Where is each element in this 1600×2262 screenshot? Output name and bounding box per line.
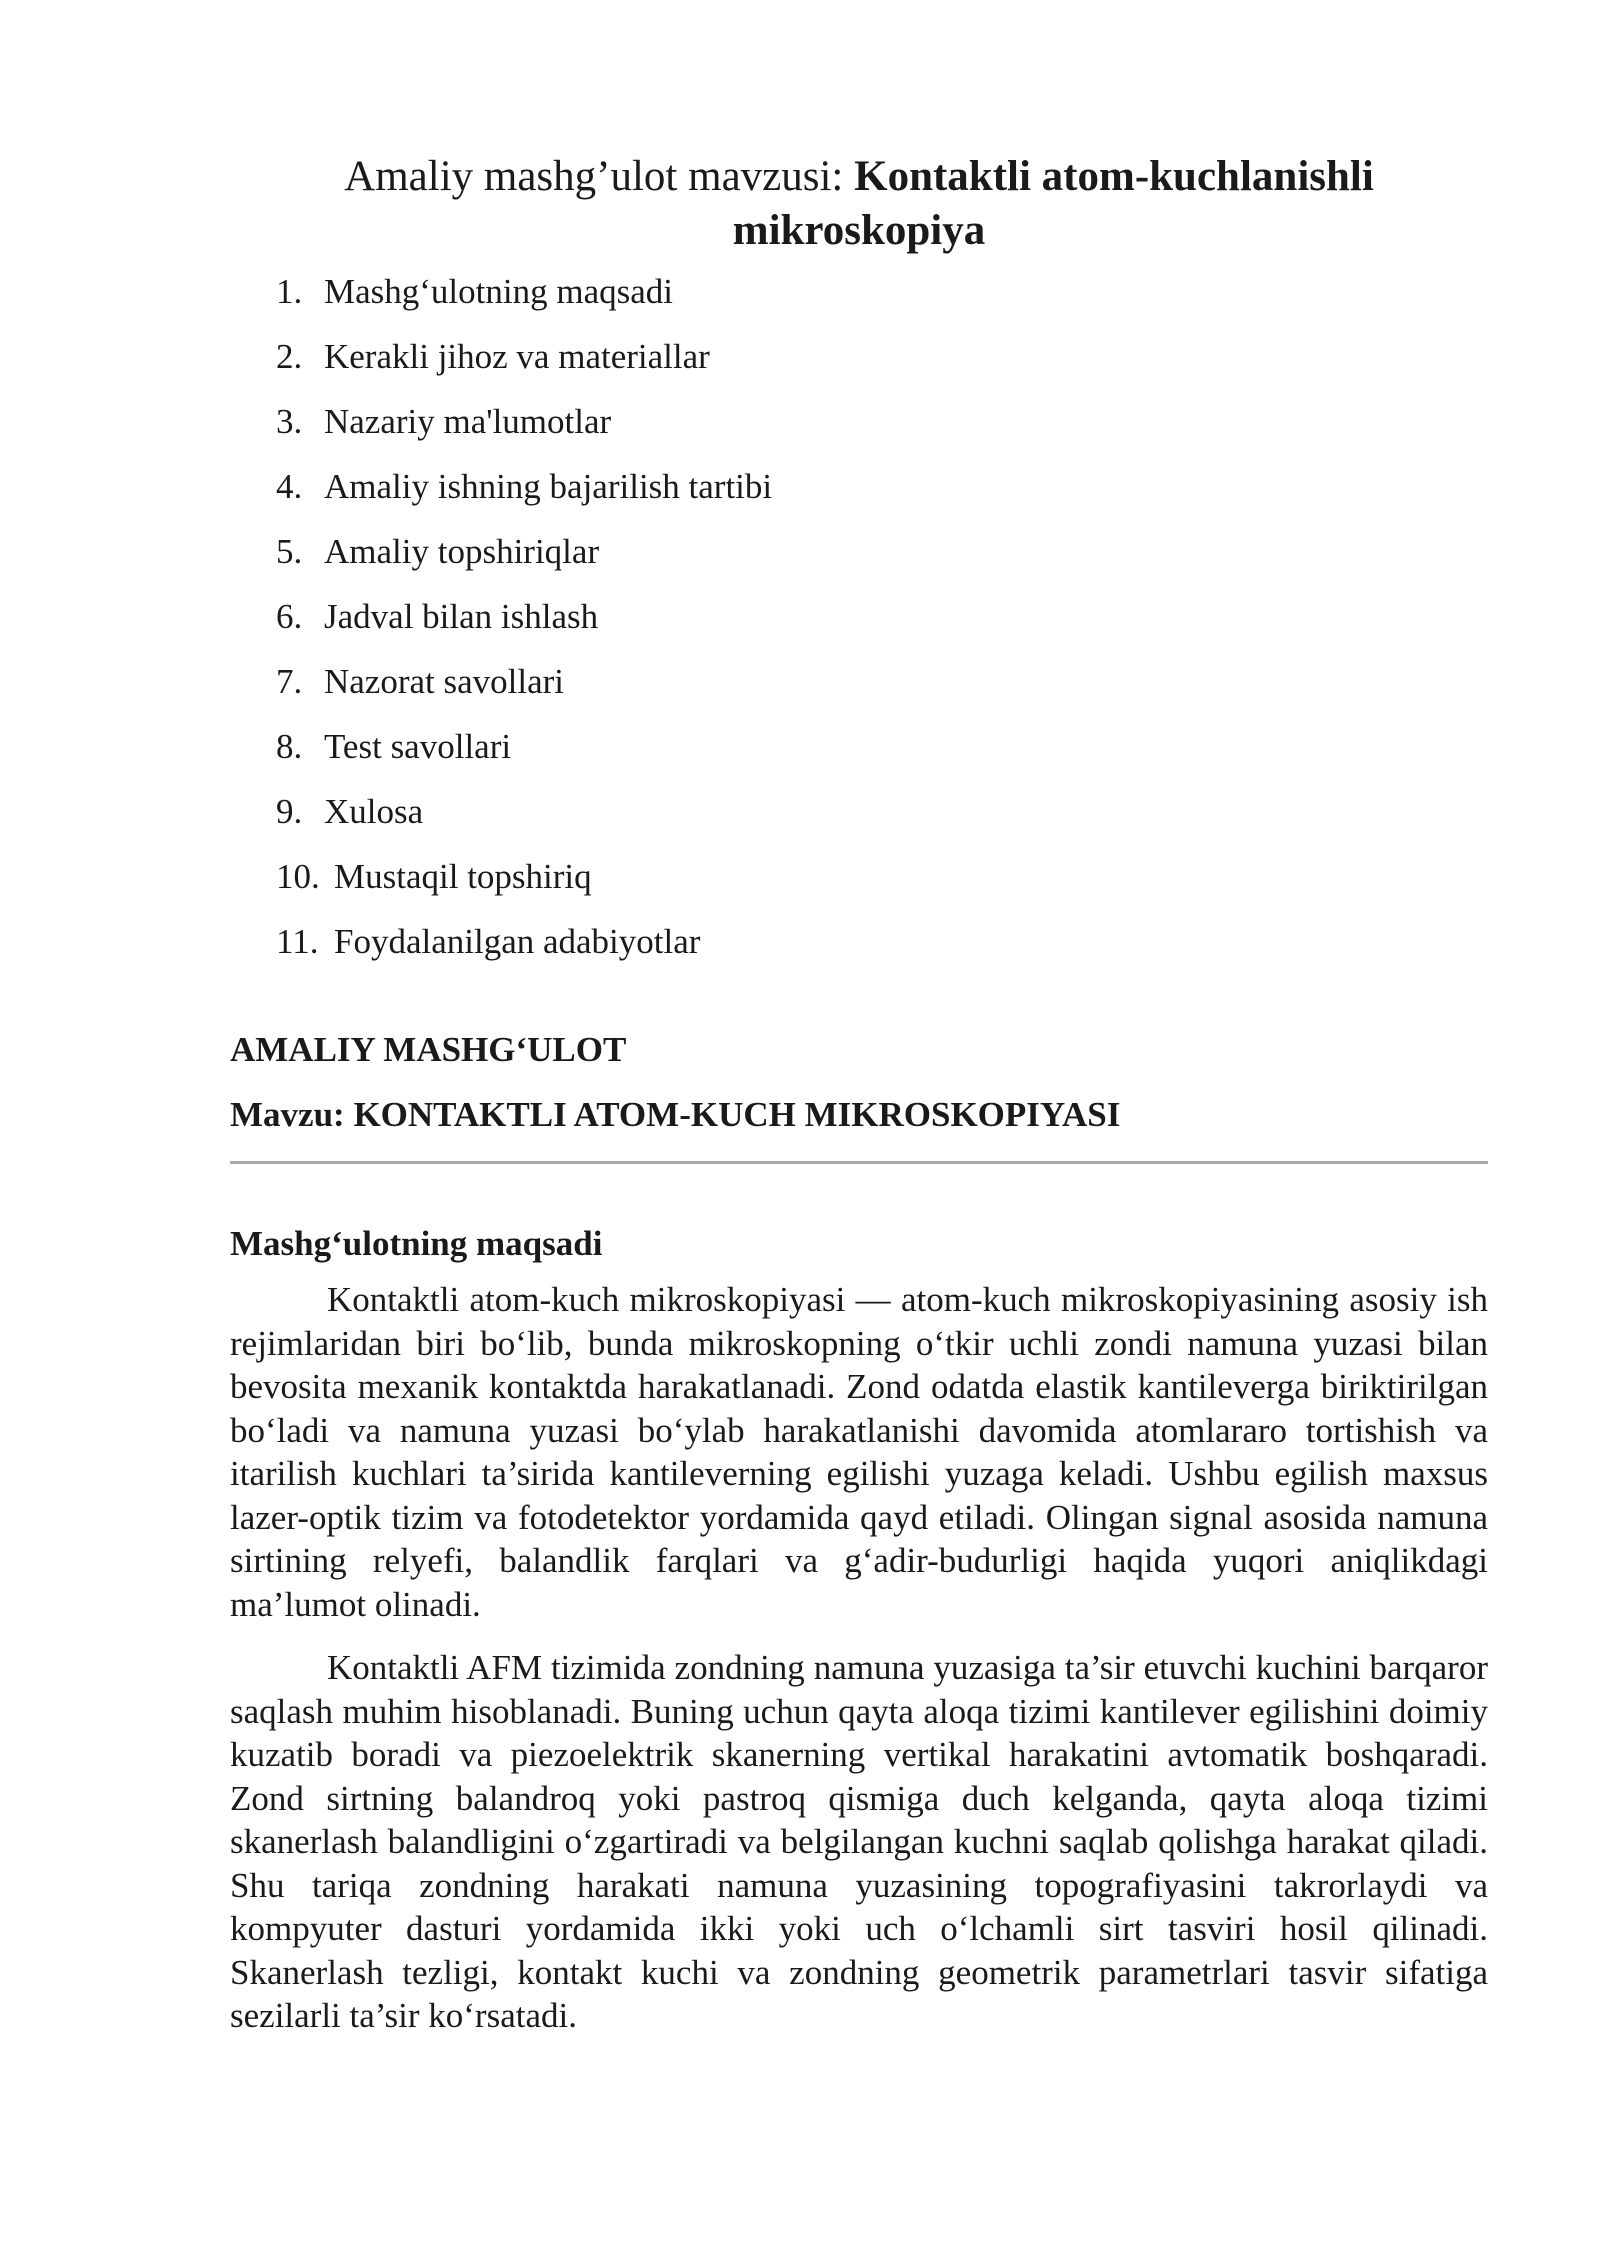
toc-item: 2. Kerakli jihoz va materiallar [276, 337, 710, 376]
toc-item: 7. Nazorat savollari [276, 662, 565, 701]
body-paragraph: Kontaktli AFM tizimida zondning namuna yuzasiga ta’sir etuvchi kuchini barqaror saqlash muhim hisoblanadi. Buning uchun qayta aloqa tizimi kantilever egilishini doimiy kuzatib boradi va piezoelektrik skanerning vertikal harakatini avtomatik boshqaradi. Zond sirtning balandroq yoki pastroq qismiga duch kelganda, qayta aloqa tizimi skanerlash balandligini o‘zgartiradi va belgilangan kuchni saqlab qolishga harakat qiladi. Shu tariqa zondning harakati namuna yuzasining topografiyasini takrorlaydi va kompyuter dasturi yordamida ikki yoki uch o‘lchamli sirt tasviri hosil qilinadi. Skanerlash tezligi, kontakt kuchi va zondning geometrik parametrlari tasvir sifatiga sezilarli ta’sir ko‘rsatadi. [230, 1648, 1488, 2035]
body-paragraph: Kontaktli atom-kuch mikroskopiyasi — atom-kuch mikroskopiyasining asosiy ish rejimlaridan biri bo‘lib, bunda mikroskopning o‘tkir uchli zondi namuna yuzasi bilan bevosita mexanik kontaktda harakatlanadi. Zond odatda elastik kantileverga biriktirilgan bo‘ladi va namuna yuzasi bo‘ylab harakatlanishi davomida atomlararo tortishish va itarilish kuchlari ta’sirida kantileverning egilishi yuzaga keladi. Ushbu egilish maxsus lazer-optik tizim va fotodetektor yordamida qayd etiladi. Olingan signal asosida namuna sirtining relyefi, balandlik farqlari va g‘adir-budurligi haqida yuqori aniqlikdagi ma’lumot olinadi. [230, 1280, 1488, 1624]
toc-item: 8. Test savollari [276, 727, 512, 766]
toc-item: 4. Amaliy ishning bajarilish tartibi [276, 467, 773, 506]
page-title [230, 150, 1488, 258]
table-of-contents [230, 272, 1488, 962]
toc-item: 3. Nazariy ma'lumotlar [276, 402, 612, 441]
toc-item: 9. Xulosa [276, 792, 424, 831]
section-divider [230, 1161, 1488, 1164]
title-topic: Kontaktli atom-kuchlanishli mikroskopiya [732, 153, 1374, 254]
section-heading: AMALIY MASHG‘ULOT [230, 1030, 627, 1069]
document-page [230, 150, 1488, 2038]
toc-item: 11. Foydalanilgan adabiyotlar [276, 922, 701, 961]
title-prefix: Amaliy mashg’ulot mavzusi: [344, 153, 844, 200]
toc-item: 6. Jadval bilan ishlash [276, 597, 599, 636]
toc-item: 5. Amaliy topshiriqlar [276, 532, 600, 571]
goal-heading: Mashg‘ulotning maqsadi [230, 1224, 603, 1263]
section-topic: Mavzu: KONTAKTLI ATOM-KUCH MIKROSKOPIYASI [230, 1095, 1121, 1134]
toc-item: 10. Mustaqil topshiriq [276, 857, 592, 896]
toc-item: 1. Mashg‘ulotning maqsadi [276, 272, 673, 311]
